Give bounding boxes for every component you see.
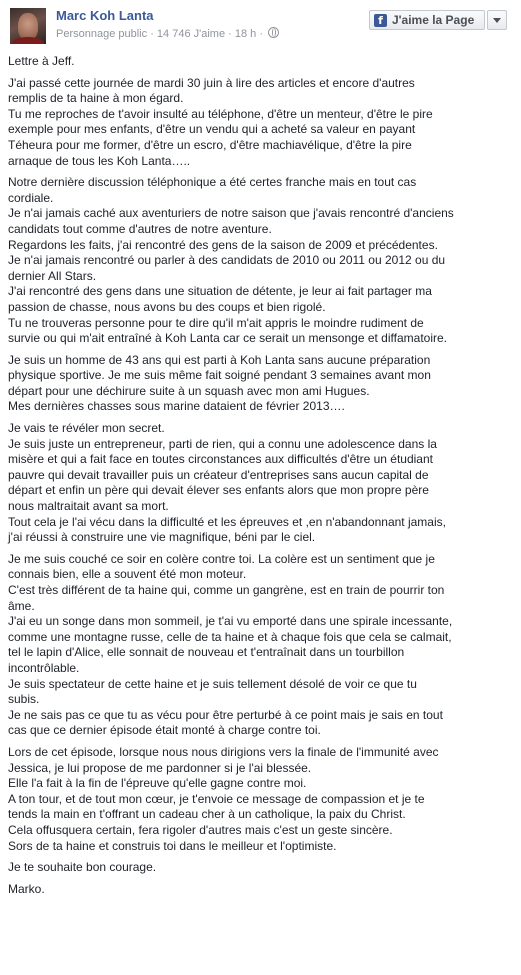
post-paragraph: Lors de cet épisode, lorsque nous nous dirigions vers la finale de l'immunité avec Jessica, je lui propose de me pardonner si je l'ai blessée. Elle l'a fait à la fin de l'épreuve qu'elle gagne contre moi. A ton tour, et de tout mon cœur, je t'envoie ce message de compassion et je te tends la main en t'offrant un cadeau cher à un catholique, la paix du Christ. Cela offusquera certain, fera rigoler d'autres mais c'est un geste sincère. Sors de ta haine et construis toi dans le meilleur et l'optimiste. <box>8 744 439 853</box>
post-paragraph: J'ai passé cette journée de mardi 30 juin à lire des articles et encore d'autres remplis de ta haine à mon égard. Tu me reproches de t'avoir insulté au téléphone, d'être un menteur, d'être le pire exemple pour mes enfants, d'être un vendu qui a acheté sa valeur en payant Téheura pour me former, d'être un escro, d'être machiavélique, d'être la pire arnaque de tous les Koh Lanta….. <box>8 75 433 168</box>
chevron-down-icon <box>493 18 501 23</box>
meta-separator: · <box>259 28 264 40</box>
facebook-icon: f <box>374 14 387 27</box>
globe-icon[interactable] <box>268 27 279 38</box>
meta-separator: · <box>228 28 232 40</box>
avatar[interactable] <box>10 8 46 44</box>
post-paragraph: Je me suis couché ce soir en colère contre toi. La colère est un sentiment que je connais bien, elle a souvent été mon moteur. C'est très différent de ta haine qui, comme un gangrène, est en train de pourrir ton âme. J'ai eu un songe dans mon sommeil, je t'ai vu emporté dans une spirale incessante, comme une montagne russe, celle de ta haine et à chaque fois que cela se calmait, tel le lapin d'Alice, elle sonnait de nouveau et t'entraînait dans un tourbillon incontrôlable. Je suis spectateur de cette haine et je suis tellement désolé de voir ce que tu subis. Je ne sais pas ce que tu as vécu pour être perturbé à ce point mais je sais en tout cas que ce dernier épisode était monté à charge contre toi. <box>8 551 453 738</box>
post-paragraph: Lettre à Jeff. <box>8 54 75 68</box>
post-paragraph: Marko. <box>8 881 45 896</box>
like-page-label: J'aime la Page <box>392 13 475 27</box>
avatar-shirt <box>12 37 44 44</box>
meta-separator: · <box>150 28 154 40</box>
post-timestamp[interactable]: 18 h <box>234 28 257 40</box>
post-meta <box>56 27 279 40</box>
post-paragraph: Notre dernière discussion téléphonique a été certes franche mais en tout cas cordiale. Je n'ai jamais caché aux aventuriers de notre saison que j'avais rencontré d'anciens candidats tout comme d'autres de notre aventure. Regardons les faits, j'ai rencontré des gens de la saison de 2009 et précédentes. Je n'ai jamais rencontré ou parler à des candidats de 2010 ou 2011 ou 2012 ou du dernier All Stars. J'ai rencontré des gens dans une situation de détente, je leur ai fait partager ma passion de chasse, nous avons bu des coups et bien rigolé. Tu ne trouveras personne pour te dire qu'il m'ait appris le moindre rudiment de survie ou qui m'ait entraîné à Koh Lanta car ce serait un mensonge et diffamatoire. <box>8 175 454 346</box>
page-options-dropdown[interactable] <box>487 10 507 30</box>
post-paragraph: Je te souhaite bon courage. <box>8 860 157 875</box>
page-likes-count: 14 746 J'aime <box>156 28 226 40</box>
page-category: Personnage public <box>56 28 148 40</box>
post-paragraph: Je suis un homme de 43 ans qui est parti à Koh Lanta sans aucune préparation physique sportive. Je me suis même fait soigné pendant 3 semaines avant mon départ pour une déchirure suite à un squash avec mon ami Hugues. Mes dernières chasses sous marine dataient de février 2013…. <box>8 352 431 414</box>
like-page-button[interactable] <box>369 10 485 30</box>
post-header <box>8 6 513 46</box>
post-body <box>8 54 516 903</box>
avatar-face <box>18 13 38 40</box>
page-name-link[interactable]: Marc Koh Lanta <box>56 8 154 23</box>
post-paragraph: Je vais te révéler mon secret. Je suis juste un entrepreneur, parti de rien, qui a connu une adolescence dans la misère et qui a fait face en toutes circonstances aux difficultés d'être un étudiant pauvre qui devait travailler puis un créateur d'entreprises sans aucun capital de départ et enfin un père qui devait élever ses enfants alors que mon propre père nous maltraitait avant sa mort. Tout cela je l'ai vécu dans la difficulté et les épreuves et ,en n'abandonnant jamais, j'ai réussi à construire une vie magnifique, béni par le ciel. <box>8 421 446 545</box>
